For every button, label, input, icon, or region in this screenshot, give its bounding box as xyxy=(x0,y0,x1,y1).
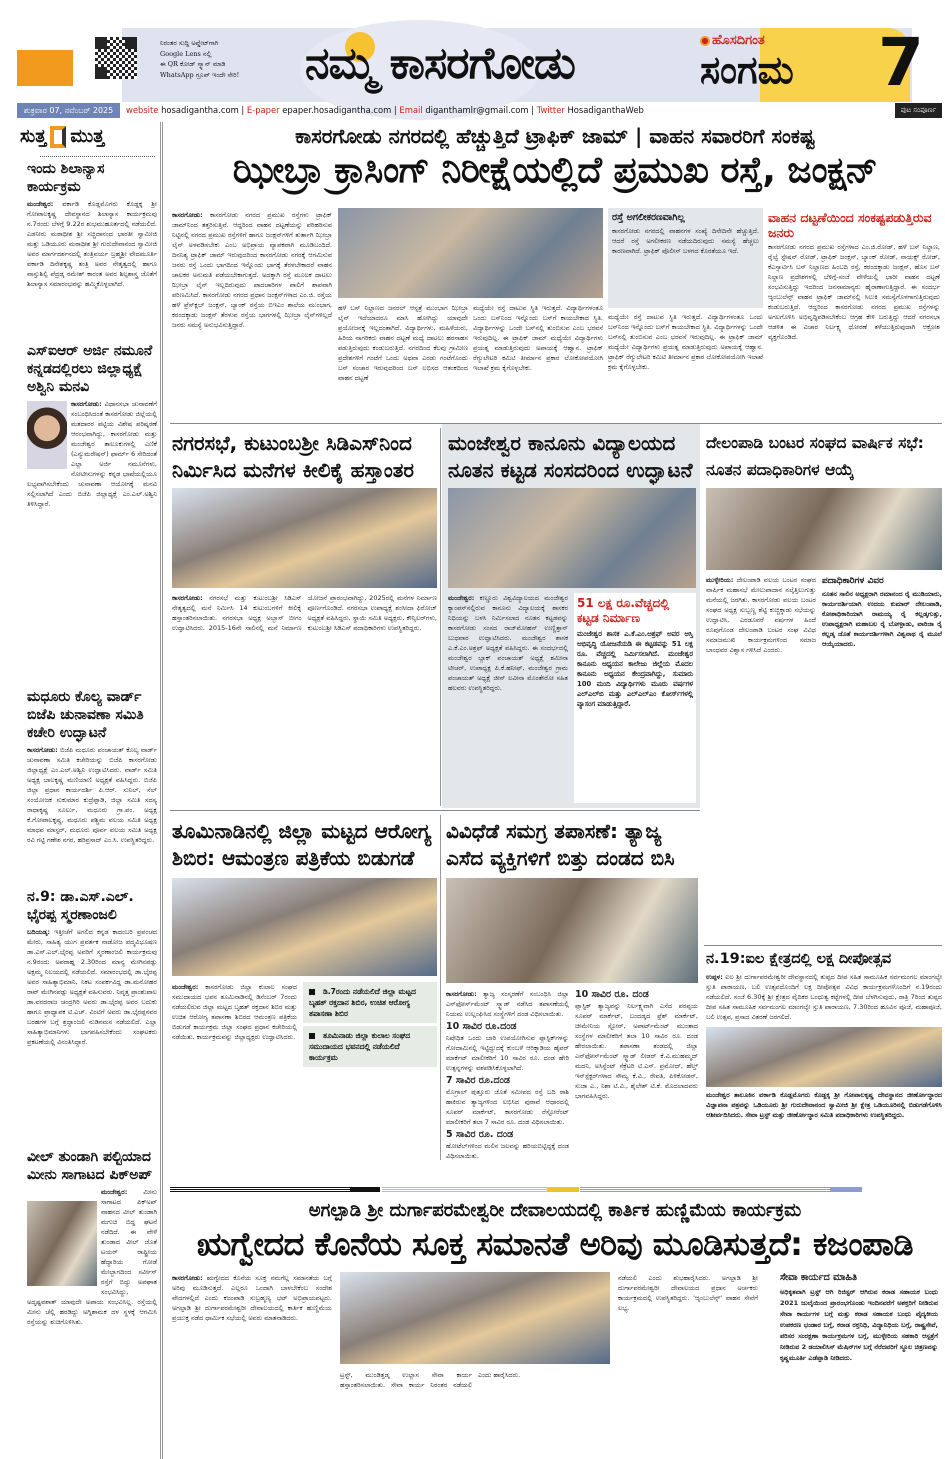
article-body: ಬಿಜೆಪಿ ಮಧೂರು ಪಂಚಾಯತ್ ಕೊಲ್ಯ ವಾರ್ಡ್ ಚುನಾವಣಾ ಸಮಿತಿ ಕಚೇರಿಯನ್ನು ಬಿಜೆಪಿ ಕಾಸರಗೋಡು ಜಿಲ್ಲಾಧ್ಯಕ್ಷೆ ಎಂ.ಎಲ್.ಅಶ್ವಿನಿ ಉದ್ಘಾಟಿಸಿದರು. ವಾರ್ಡ್ ಸಮಿತಿ ಅಧ್ಯಕ್ಷ ಬಾಲಕೃಷ್ಣ ಮಣಿಯಾಣಿ ಅಧ್ಯಕ್ಷತೆ ವಹಿಸಿದ್ದರು. ಬಿಜೆಪಿ ಜಿಲ್ಲಾ ಪ್ರಧಾನ ಕಾರ್ಯದರ್ಶಿ ಪಿ.ಆರ್. ಸುನಿಲ್, ಸೆಲ್ ಸಂಯೋಜಕ ಸುಕುಮಾರ ಕುದ್ರೆಪ್ಪಾಡಿ, ಜಿಲ್ಲಾ ಸಮಿತಿ ಸದಸ್ಯ ರಾಧಾಕೃಷ್ಣ ಸೂರ್ಲು, ಮಧೂರು ಗ್ರಾ.ಪಂ. ಅಧ್ಯಕ್ಷ ಕೆ.ಗೋಪಾಲಕೃಷ್ಣ, ಮಧೂರು ಪಶ್ಚಿಮ ವಲಯ ಸಮಿತಿ ಅಧ್ಯಕ್ಷ ಮಾಧವ ಮಾಸ್ಟರ್, ಮಧೂರು ಪೂರ್ವ ವಲಯ ಸಮಿತಿ ಅಧ್ಯಕ್ಷ ರವಿ ಗಟ್ಟಿ ಗಣೇಶ ನಗರ, ಹರಿಪ್ರಸಾದ್ ಎಂ.ಸಿ. ಉಪಸ್ಥಿತರಿದ್ದರು. xyxy=(27,746,157,844)
section-title-right: ಮುತ್ತ xyxy=(70,126,105,147)
article-photo xyxy=(448,488,696,588)
website-label: website xyxy=(126,105,159,115)
door-icon xyxy=(50,126,66,148)
section-title-left: ಸುತ್ತ xyxy=(20,126,47,147)
website-link[interactable]: hosadigantha.com xyxy=(161,105,239,115)
qr-code-icon[interactable] xyxy=(95,37,137,79)
highlight-item xyxy=(303,982,437,1023)
article-shilanyasa xyxy=(27,160,157,289)
article-dateline: ಕಾಸರಗೋಡು: xyxy=(172,594,203,602)
article-health-camp xyxy=(172,818,437,1172)
qr-caption xyxy=(160,38,260,80)
sidebar-headline: ವಾಹನ ದಟ್ಟಣೆಯಿಂದ ಸಂಕಷ್ಟಪಡುತ್ತಿರುವ ಜನರು xyxy=(768,210,932,240)
bottom-kicker: ಅಗಲ್ಪಾಡಿ ಶ್ರೀ ದುರ್ಗಾಪರಮೇಶ್ವರೀ ದೇವಾಲಯದಲ್ಲಿ ಕಾರ್ತಿಕ ಹುಣ್ಣಿಮೆಯ ಕಾರ್ಯಕ್ರಮ xyxy=(308,1200,802,1221)
bottom-body-left xyxy=(172,1273,332,1459)
article-photo xyxy=(172,488,437,588)
email-label: Email xyxy=(399,105,423,115)
bottom-body-right: ನಡೆಯಲಿ ಎಂದು ಶುಭಹಾರೈಸಿದರು. ಅಗಲ್ಪಾಡಿ ಶ್ರೀ ದುರ್ಗಾಪರಮೇಶ್ವರೀ ದೇವಾಲಯದ ಪ್ರಧಾನ ಅರ್ಚಕರು ಕಾರ್ಯಕ್ರಮದಲ್ಲಿ ಉಪಸ್ಥಿತರಿದ್ದರು. 'ಆ್ಯಂಬುಲೆನ್ಸ್' ವಾಹನ ಸೇವೆಗೆ ಲಭ್ಯ. xyxy=(618,1274,758,1312)
article-body: ನಗರಸಭೆ ಮತ್ತು ಕುಟುಂಬಶ್ರೀ ಸಿಡಿಎಸ್ ನೇತೃತ್ವದಲ್ಲಿ ಮನೆ ನಿರ್ಮಿಸಿ 14 ಕುಟುಂಬಗಳಿಗೆ ಕೀಲಿಕೈ ಹಸ್ತಾಂತರಿಸಲಾಯಿತು. ನಗರಸಭಾ ಅಧ್ಯಕ್ಷ ಅಬ್ಬಾಸ್ ಬೀಗಂ ಉದ್ಘಾಟಿಸಿದರು. 2015-16ನೇ ಸಾಲಿನಲ್ಲಿ ಮನೆ ನಿರ್ಮಾಣ ಯೋಜನೆ ಪ್ರಾರಂಭವಾಗಿದ್ದು, 2025ರಲ್ಲಿ ಮನೆಗಳ ನಿರ್ಮಾಣ ಪೂರ್ಣಗೊಂಡಿದೆ. ನಗರಸಭಾ ಉಪಾಧ್ಯಕ್ಷೆ ಶಂಸೀದಾ ಫಿರೋಜ್ ಅಧ್ಯಕ್ಷತೆ ವಹಿಸಿದ್ದರು. ಸ್ಥಾಯಿ ಸಮಿತಿ ಅಧ್ಯಕ್ಷರು, ಕೌನ್ಸಿಲರ್‌ಗಳು, ಕುಟುಂಬಶ್ರೀ ಸಿಡಿಎಸ್ ಪದಾಧಿಕಾರಿಗಳು ಉಪಸ್ಥಿತರಿದ್ದರು. xyxy=(172,594,437,632)
sidebar-headline: ಸೇವಾ ಕಾರ್ಯದ ಮಾಹಿತಿ xyxy=(780,1272,858,1283)
article-headline: ತೂಮಿನಾಡಿನಲ್ಲಿ ಜಿಲ್ಲಾ ಮಟ್ಟದ ಆರೋಗ್ಯ ಶಿಬಿರ: ಆಮಂತ್ರಣ ಪತ್ರಿಕೆಯ ಬಿಡುಗಡೆ xyxy=(172,819,432,870)
sidebar-body: ಕಾಸರಗೋಡು ನಗರದಲ್ಲಿ ವಾಹನಗಳ ಸಂಖ್ಯೆ ದಿನೇದಿನೇ ಹೆಚ್ಚುತ್ತಿದೆ. ಆದರೆ ರಸ್ತೆ ಅಗಲೀಕರಣ ನಡೆಯದಿರುವುದು ಸಮಸ್ಯೆ ಹೆಚ್ಚಲು ಕಾರಣವಾಗಿದೆ. ಟ್ರಾಫಿಕ್ ಪೊಲೀಸ್ ಬಳಗದ ಕೊರತೆಯೂ ಇದೆ. xyxy=(612,227,759,255)
epaper-link[interactable]: epaper.hosadigantha.com xyxy=(282,105,392,115)
article-photo xyxy=(706,488,942,570)
article-headline: ನಗರಸಭೆ, ಕುಟುಂಬಶ್ರೀ ಸಿಡಿಎಸ್‌ನಿಂದ ನಿರ್ಮಿಸಿದ ಮನೆಗಳ ಕೀಲಿಕೈ ಹಸ್ತಾಂತರ xyxy=(172,431,414,482)
portrait-photo xyxy=(27,401,67,469)
subsection-body: ಮೊಗ್ರಾಲ್ ಪುತ್ತೂರು ಜೊತೆ ಸಮೀಪದ ರಸ್ತೆ ಬದಿ ರಾಶಿ ಹಾಕಿರುವ ತ್ಯಾಜ್ಯಗಳಿಂದ ಲಭಿಸಿದ ಪುರಾವೆ ಆಧಾರದಲ್ಲಿ ಸೂಪರ್ ಮಾರ್ಕೆಟ್, ಕಾಸರಗೋಡು ರೆಸ್ಟೋರೆಂಟ್ ಮಾಲೀಕರಿಗೆ ತಲಾ 7 ಸಾವಿರ ರೂ. ದಂಡ ವಿಧಿಸಲಾಯಿತು. xyxy=(446,1088,569,1126)
article-aila-deepotsava xyxy=(706,950,942,1120)
office-bearers-sidebar xyxy=(822,575,942,935)
brand-name: ಹೊಸದಿಗಂತ xyxy=(712,33,765,48)
article-headline: ಮಧೂರು ಕೊಲ್ಯ ವಾರ್ಡ್ ಬಿಜೆಪಿ ಚುನಾವಣಾ ಸಮಿತಿ ಕಚೇರಿ ಉದ್ಘಾಟನೆ xyxy=(27,689,144,741)
article-headline: ನ.19:ಐಲ ಕ್ಷೇತ್ರದಲ್ಲಿ ಲಕ್ಷ ದೀಪೋತ್ಸವ xyxy=(706,951,892,967)
article-law-college xyxy=(448,430,696,803)
sidebar-body: ಕಾಸರಗೋಡು ನಗರದ ಪ್ರಮುಖ ರಸ್ತೆಗಳಾದ ಎಂ.ಜಿ.ರೋಡ್, ಹಳೆ ಬಸ್ ನಿಲ್ದಾಣ, ರೈಲ್ವೆ ಸ್ಟೇಷನ್ ರೋಡ್, ಟ್ರಾಫಿಕ್ ಜಂಕ್ಷನ್, ಬ್ಯಾಂಕ್ ರೋಡ್, ನಾಯಕ್ಸ್ ರೋಡ್, ಕೆಎಸ್ಸಾರ್ಟಿಸಿ ಬಸ್ ನಿಲ್ದಾಣದ ಹಿಂಬದಿ ರಸ್ತೆ, ಕರಂದಕ್ಕಾಡು ಜಂಕ್ಷನ್, ಹೊಸ ಬಸ್ ನಿಲ್ದಾಣ ಪ್ರದೇಶಗಳಲ್ಲಿ ಬೆಳಿಗ್ಗೆ-ಸಂಜೆ ವೇಳೆಯಲ್ಲಿ ಭಾರೀ ವಾಹನ ದಟ್ಟಣೆ ಸಂಭವಿಸುತ್ತಿದ್ದು ಇದರಿಂದ ಜನಸಾಮಾನ್ಯರು ಹೈರಾಣಾಗುತ್ತಿದ್ದಾರೆ. ಈ ಸಂದರ್ಭ ಆ್ಯಂಬುಲೆನ್ಸ್ ವಾಹನ ಟ್ರಾಫಿಕ್ ಜಾಮ್‌ನಲ್ಲಿ ಸಿಲುಕಿ ಸಮಸ್ಯೆಗೊಳಗಾಗುತ್ತಿರುವುದು ಕಂಡುಬರುತ್ತಿದೆ. ಆದ್ದರಿಂದ ಕಾಸರಗೋಡು ನಗರದ ಪ್ರಮುಖ ರಸ್ತೆಗಳನ್ನು ಅಗಲಗೊಳಿಸಿ ಅಭಿವೃದ್ಧಿಪಡಿಸಬೇಕೆಂಬ ಆಗ್ರಹ ಕೇಳಿ ಬರುತ್ತಿದ್ದು ಆದರೆ ನಗರಸಭಾ ಆಡಳಿತ ಈ ವಿಚಾರ ನಿರ್ಲಕ್ಷ್ಯ ಧೋರಣೆ ತಳೆಯುತ್ತಿರುವುದಾಗಿ ಆಕ್ರೋಶ ವ್ಯಕ್ತಗೊಂಡಿದೆ. xyxy=(768,243,940,341)
twitter-label: Twitter xyxy=(536,105,565,115)
divider-stripe xyxy=(350,1187,380,1192)
divider xyxy=(170,810,700,811)
sidebar-body: ಅಧಿಕೃತವಾಗಿ ಟ್ರಸ್ಟ್ ಆಗಿ ರಿಜಿಸ್ಟರ್ ಆಗಿರುವ ಕರಾಡ ಸಹಾಯಕ ಬಂಧು 2021 ಜುಲೈಯಿಂದ ಪ್ರಾರಂಭಗೊಂಡು ಇಂದಿನವರೆಗೆ ಅಶಕ್ತರಿಗೆ ನೀಡಿರುವ ಸೇವಾ ಕಾರ್ಯಗಳ ಬಗ್ಗೆ ಮತ್ತು ಕರಾಡ ಸಹಾಯಕ ಬಂಧು ವೈದ್ಯಕೀಯ ಉಪಕರಣ ಭಂಡಾರ ಬಗ್ಗೆ, ಕರಾಡ ರಕ್ತನಿಧಿ, ವಿದ್ಯಾನಿಧಿಯ ಬಗ್ಗೆ, ರಾಷ್ಟ್ರಸೇವೆ, ಪರಿಸರ ಸಂರಕ್ಷಣಾ ಕಾರ್ಯಕ್ರಮಗಳ ಬಗ್ಗೆ, ಮುಳ್ಳೇರಿಯ ಸಹಕಾರಿ ಆಸ್ಪತ್ರೆಗೆ ನೀಡಿರುವ 2 ಡಯಾಲಿಸಿಸ್ ಮೆಷಿನ್‌ಗಳ ಬಗ್ಗೆ ನೆರೆದವರಿಗೆ ಸ್ಥೂಲ ಚಿತ್ರಣವನ್ನು ಕೃಷ್ಣಮೂರ್ತಿ ಎಡೆಪ್ಪಾಡಿ ನೀಡಿದರು. xyxy=(780,1288,938,1362)
divider-stripe xyxy=(580,1187,830,1192)
highlight-item xyxy=(303,1026,437,1067)
article-pickup-accident xyxy=(27,1148,157,1327)
article-body: ಕಾಸರಗೋಡು ಜಿಲ್ಲಾ ಕುಲಾಲ ಸಂಘದ ಸಮುದಾಯದ ಭವನ ತೂಮಿನಾಡಿನಲ್ಲಿ ಡಿಸೆಂಬರ್ 7ರಂದು ನಡೆಯಲಿರುವ ಜಿಲ್ಲಾ ಮಟ್ಟದ ಬೃಹತ್ ರಕ್ತದಾನ ಶಿಬಿರ ಮತ್ತು ಉಚಿತ ಆರೋಗ್ಯ ತಪಾಸಣಾ ಶಿಬಿರದ ಆಮಂತ್ರಣ ಪತ್ರಿಕೆಯ ಬಿಡುಗಡೆ ಕಾರ್ಯಕ್ರಮ ಜಿಲ್ಲಾ ಸಂಘದ ಪ್ರಧಾನ ಕಚೇರಿಯಲ್ಲಿ ನಡೆಯಿತು. ಕಾರ್ಯಕ್ರಮವನ್ನು ಜಿಲ್ಲಾಧ್ಯಕ್ಷರು ಉದ್ಘಾಟಿಸಿದರು. xyxy=(172,983,297,1041)
highlight-text: ತೂಮಿನಾಡು ಜಿಲ್ಲಾ ಕುಲಾಲ ಸಂಘದ ಸಮುದಾಯದ ಭವನದಲ್ಲಿ ನಡೆಯಲಿದೆ ಕಾರ್ಯಕ್ರಮ xyxy=(309,1031,411,1062)
sidebar-body: ನೂತನ ಸಾಲಿನ ಅಧ್ಯಕ್ಷರಾಗಿ ರಮಾನಂದ ರೈ ಮುಡಿಯಾರು, ಕಾರ್ಯದರ್ಶಿಯಾಗಿ ಉದಯ ಕುಮಾರ್ ದೇಲಂಪಾಡಿ, ಕೋಶಾಧಿಕಾರಿಯಾಗಿ ರಾಮಯ್ಯ ರೈ ಕಲ್ಲಡ್ಕಗುತ್ತು, ಉಪಾಧ್ಯಕ್ಷರಾಗಿ ಮಹಾಬಲ ರೈ ಬೋಳ್ಪಾಡು, ವಾರಿಜಾ ರೈ ಕಲ್ಲಡ್ಕ ಜೊತೆ ಕಾರ್ಯದರ್ಶಿಗಳಾಗಿ ವಿಶ್ವನಾಥ ರೈ ಮೂಲೆ ಆಯ್ಕೆಯಾದರು. xyxy=(822,590,942,648)
article-body: ದೇಲಂಪಾಡಿ ವಲಯ ಬಂಟರ ಸಂಘದ ವಾರ್ಷಿಕ ಮಹಾಸಭೆ ಮೇಲುಪಾದಾನ ನಲ್ಕೆತ್ತಿಲುಗುತ್ತು ಮನೆಯಲ್ಲಿ ಜರಗಿತು. ಕಾಸರಗೋಡು ವಲಯ ಬಂಟರ ಸಂಘದ ಅಧ್ಯಕ್ಷ ಸುಬ್ಬಣ್ಣ ಶೆಟ್ಟಿ ಕುಚ್ಚಿಕ್ಕಾಡು ಸಭೆಯನ್ನು ಉದ್ಘಾಟಿಸಿ, ಎರಡೂವರೆ ವರ್ಷಗಳ ಹಿಂದೆ ರೂಪುಗೊಂಡ ದೇಲಂಪಾಡಿ ಬಂಟರ ಸಂಘ ವಿವಿಧ ಸಮಾಜಮುಖಿ ಕಾರ್ಯಕ್ರಮಗಳಿಂದ ಸಮಾಜ ಬಾಂಧವರ ವಿಶ್ವಾಸ ಗಳಿಸಿದೆ ಎಂದರು. xyxy=(706,576,816,654)
sidebar-congestion xyxy=(768,210,940,342)
article-bhyrappa xyxy=(27,888,157,1047)
twitter-link[interactable]: HosadiganthaWeb xyxy=(567,105,644,115)
brand-logo-small xyxy=(700,33,765,48)
lead-headline: ಝೀಬ್ರಾ ಕ್ರಾಸಿಂಗ್ ನಿರೀಕ್ಷೆಯಲ್ಲಿದೆ ಪ್ರಮುಖ ರಸ್ತೆ, ಜಂಕ್ಷನ್ xyxy=(232,150,878,191)
qr-caption-line: ನಿರಂತರ ಸುದ್ದಿ ಅಪ್ಡೇಟ್‌ಗಾಗಿ xyxy=(160,39,219,47)
lead-body-col4: ಮಧ್ಯೆಯೇ ರಸ್ತೆ ದಾಟುವ ಸ್ಥಿತಿ ಇರುತ್ತದೆ. ವಿದ್ಯಾರ್ಥಿಗಳಂತೂ ಒಂದು ಬಸ್‌ನಿಂದ ಇನ್ನೊಂದು ಬಸ್‌ಗೆ ಕಾಯಬೇಕಾದ ಸ್ಥಿತಿ. ವಿದ್ಯಾರ್ಥಿಗಳನ್ನು ಒಂದೇ ಬಸ್‌ನಲ್ಲಿ ತುಂಬಿಸುವ ಎಂಬ ಭರವಸೆ ಇರುವುದಿಲ್ಲ. ಈ ಟ್ರಾಫಿಕ್ ಜಾಮ್ ಮಧ್ಯೆಯೇ ವಿದ್ಯಾರ್ಥಿಗಳು ಪ್ರಯತ್ನ ಮಾಡುತ್ತಿರುವುದು ಅಪಾಯಕ್ಕೆ ಆಹ್ವಾನ. ಟ್ರಾಫಿಕ್ ರೆಗ್ಯುಲೇಟರಿ ಕಮಿಟಿ ತೀರ್ಮಾನ ಪ್ರಕಾರ ಲೋಕೋಪಯೋಗಿ ಇಲಾಖೆ ಕ್ರಮ ಕೈಗೊಳ್ಳಬೇಕು. xyxy=(608,313,763,371)
column-rule xyxy=(440,428,441,806)
lead-body-col2: ಹಳೆ ಬಸ್ ನಿಲ್ದಾಣದ ಜನರಲ್ ಆಸ್ಪತ್ರೆ ಮುಂಭಾಗ ಝೀಬ್ರಾ ಲೈನ್ ಇದೆಯಾದರೂ ಮಾಸಿ ಹೋಗಿದ್ದು ಯಾವುದೇ ಪ್ರಯೋಜನಕ್ಕೆ ಇಲ್ಲದಂತಾಗಿದೆ. ವಿದ್ಯಾರ್ಥಿಗಳು, ಮಹಿಳೆಯರು, ಹಿರಿಯ ನಾಗರಿಕರು ವಾಹನ ದಟ್ಟಣೆ ಮಧ್ಯೆ ದಾಟಲು ಹರಸಾಹಸ ಪಡುತ್ತಿರುವುದು ಕಂಡುಬರುತ್ತಿದೆ. ನಗರದಿಂದ ಕೆಲವು ಗ್ರಾಮೀಣ ಪ್ರದೇಶಗಳಿಗೆ ಗಂಟೆಗೆ ಒಂದು ಅಥವಾ ಎರಡು ಗಂಟೆಗೊಂದು ಬಸ್ ಸಂಚಾರ ಇರುವುದರಿಂದ ಬಸ್ ಲಭಿಸದ ಆತಂಕದಿಂದ ವಾಹನ ದಟ್ಟಣೆ xyxy=(338,304,468,382)
accident-photo xyxy=(27,1201,97,1286)
bottom-headline: ಋಗ್ವೇದದ ಕೊನೆಯ ಸೂಕ್ತ ಸಮಾನತೆ ಅರಿವು ಮೂಡಿಸುತ್ತದೆ: ಕಜಂಪಾಡಿ xyxy=(196,1225,914,1263)
masthead xyxy=(0,0,945,120)
sidebar-seva-info xyxy=(780,1272,938,1364)
page-title: ನಮ್ಮ ಕಾಸರಗೋಡು xyxy=(305,38,575,89)
article-dateline: ಉಪ್ಪಳ: xyxy=(706,973,723,981)
qr-caption-line: WhatsApp ಗ್ರೂಪ್ ಇಂದೇ ಸೇರಿ! xyxy=(160,70,240,79)
divider-stripe xyxy=(382,1187,547,1192)
article-house-keys xyxy=(172,430,437,801)
article-dateline: ಕಾಸರಗೋಡು: xyxy=(446,990,477,998)
article-dateline: ಕಾಸರಗೋಡು: xyxy=(71,400,102,408)
article-dateline: ಮಂಜೇಶ್ವರ: xyxy=(101,1188,128,1196)
divider-stripe xyxy=(170,1187,350,1192)
subsection-heading: 5 ಸಾವಿರ ರೂ. ದಂಡ xyxy=(446,1129,514,1140)
article-madhur-bjp xyxy=(27,688,157,845)
article-dateline: ಮಂಜೇಶ್ವರ: xyxy=(172,983,199,991)
article-headline: ವಿವಿಧೆಡೆ ಸಮಗ್ರ ತಪಾಸಣೆ: ತ್ಯಾಜ್ಯ ಎಸೆದ ವ್ಯಕ್ತಿಗಳಿಗೆ ಬಿತ್ತು ದಂಡದ ಬಿಸಿ xyxy=(446,819,675,870)
article-headline: ನ.9: ಡಾ.ಎಸ್.ಎಲ್. ಭೈರಪ್ಪ ಸ್ಮರಣಾಂಜಲಿ xyxy=(27,889,134,923)
subsection-heading: 10 ಸಾವಿರ ರೂ. ದಂಡ xyxy=(575,989,649,1000)
article-body: ಮೀನು ಸಾಗಾಟದ ಪಿಕ್‌ಅಪ್ ವಾಹನದ ವೀಲ್ ತುಂಡಾಗಿ ಮಗುಚಿ ಬಿದ್ದ ಘಟನೆ ನಡೆದಿದೆ. ಈ ವೇಳೆ ತುಂಡಾದ ವೀಲ್ ಜೊತೆ ಟಯರ್ ರಾಷ್ಟ್ರೀಯ ಹೆದ್ದಾರಿಯ ಗೋಡೆ ಮೇಲ್ಭಾಗದಿಂದ ಸರ್ವೀಸ್ ರಸ್ತೆಗೆ ಬಿದ್ದು ಅಪಘಾತ ಸಂಭವಿಸಿದ್ದು, ಅದೃಷ್ಟವಶಾತ್ ಯಾವುದೇ ಅಪಾಯ ಸಂಭವಿಸಿಲ್ಲ. ರಸ್ತೆಯಲ್ಲಿ ಮೀನು ಚೆಲ್ಲಿ ಹರಡಿದ್ದು ಅಗ್ನಿಶಾಮಕ ದಳ ಸ್ಥಳಕ್ಕೆ ಆಗಮಿಸಿ ರಸ್ತೆಯನ್ನು ಶುಚಿಗೊಳಿಸಿತು. xyxy=(27,1188,157,1326)
divider xyxy=(40,156,155,157)
column-rule xyxy=(160,122,163,1459)
lead-body-col3: ಮಧ್ಯೆಯೇ ರಸ್ತೆ ದಾಟುವ ಸ್ಥಿತಿ ಇರುತ್ತದೆ. ವಿದ್ಯಾರ್ಥಿಗಳಂತೂ ಒಂದು ಬಸ್‌ನಿಂದ ಇನ್ನೊಂದು ಬಸ್‌ಗೆ ಕಾಯಬೇಕಾದ ಸ್ಥಿತಿ. ವಿದ್ಯಾರ್ಥಿಗಳನ್ನು ಒಂದೇ ಬಸ್‌ನಲ್ಲಿ ತುಂಬಿಸುವ ಎಂಬ ಭರವಸೆ ಇರುವುದಿಲ್ಲ. ಈ ಟ್ರಾಫಿಕ್ ಜಾಮ್ ಮಧ್ಯೆಯೇ ವಿದ್ಯಾರ್ಥಿಗಳು ಪ್ರಯತ್ನ ಮಾಡುತ್ತಿರುವುದು ಅಪಾಯಕ್ಕೆ ಆಹ್ವಾನ. ಟ್ರಾಫಿಕ್ ರೆಗ್ಯುಲೇಟರಿ ಕಮಿಟಿ ತೀರ್ಮಾನ ಪ್ರಕಾರ ಲೋಕೋಪಯೋಗಿ ಇಲಾಖೆ ಕ್ರಮ ಕೈಗೊಳ್ಳಬೇಕು. xyxy=(473,304,603,372)
lead-kicker: ಕಾಸರಗೋಡು ನಗರದಲ್ಲಿ ಹೆಚ್ಚುತ್ತಿದೆ ಟ್ರಾಫಿಕ್ ಜಾಮ್ | ವಾಹನ ಸವಾರರಿಗೆ ಸಂಕಷ್ಟ xyxy=(295,124,815,148)
issue-date: ಶುಕ್ರವಾರ 07, ನವೆಂಬರ್ 2025 xyxy=(17,103,120,118)
article-photo xyxy=(706,1027,942,1087)
section-name: ಸಂಗಮ xyxy=(700,48,794,92)
divider xyxy=(704,945,942,946)
info-box-body: ಮಂಜೇಶ್ವರ ಶಾಸಕ ಎ.ಕೆ.ಎಂ.ಅಶ್ರಫ್ ಅವರ ಆಸ್ತಿ ಅಭಿವೃದ್ಧಿ ಯೋಜನೆಯಡಿ ಈ ಕಟ್ಟಡವನ್ನು 51 ಲಕ್ಷ ರೂ. ವೆಚ್ಚದಲ್ಲಿ ನಿರ್ಮಿಸಲಾಗಿದೆ. ಮಂಜೇಶ್ವರ ಕಾನೂನು ಅಧ್ಯಯನ ಕಾಲೇಜು ಜಿಲ್ಲೆಯ ಮೊದಲ ಕಾನೂನು ಅಧ್ಯಯನ ಕೇಂದ್ರವಾಗಿದ್ದು, ಸುಮಾರು 100 ಮಂದಿ ವಿದ್ಯಾರ್ಥಿಗಳು ಮೂರು ವರ್ಷಗಳ ಎಲ್‌ಎಲ್‌ಬಿ ಮತ್ತು ಎಲ್‌ಎಲ್‌ಎಂ ಕೋರ್ಸ್‌ಗಳಲ್ಲಿ ವ್ಯಾಸಂಗ ಮಾಡುತ್ತಿದ್ದಾರೆ. xyxy=(577,630,693,708)
article-headline: ವೀಲ್ ತುಂಡಾಗಿ ಪಲ್ಟಿಯಾದ ಮೀನು ಸಾಗಾಟದ ಪಿಕ್‌ಅಪ್ xyxy=(27,1149,153,1183)
article-photo xyxy=(172,878,437,976)
article-body: ಕಣ್ಣೂರು ವಿಶ್ವವಿದ್ಯಾಲಯದ ಮಂಜೇಶ್ವರ ಕ್ಯಾಂಪಸ್‌ನಲ್ಲಿರುವ ಕಾನೂನು ವಿದ್ಯಾಲಯಕ್ಕೆ ಶಾಸಕರ ನಿಧಿಯನ್ನು ಬಳಸಿ ನಿರ್ಮಿಸಲಾದ ನೂತನ ಕಟ್ಟಡವನ್ನು ಕಾಸರಗೋಡು ಸಂಸದ ರಾಜ್‌ಮೋಹನ್ ಉಣ್ಣಿತ್ತಾನ್ ಬುಧವಾರ ಉದ್ಘಾಟಿಸಿದರು. ಮಂಜೇಶ್ವರ ಶಾಸಕ ಎ.ಕೆ.ಎಂ.ಅಶ್ರಫ್ ಅಧ್ಯಕ್ಷತೆ ವಹಿಸಿದ್ದರು. ಈ ಸಂದರ್ಭದಲ್ಲಿ ಮಂಜೇಶ್ವರ ಬ್ಲಾಕ್ ಪಂಚಾಯತ್ ಅಧ್ಯಕ್ಷೆ ಶಮೀನಾ ಟೀಚರ್, ಉಪಾಧ್ಯಕ್ಷ ಪಿ.ಕೆ.ಹನೀಫ್, ಮಂಜೇಶ್ವರ ಗ್ರಾಮ ಪಂಚಾಯತ್ ಅಧ್ಯಕ್ಷೆ ಜೀನ್ ಲವೀನಾ ಮೊಂತೇರೋ ಸಹಿತ ಹಲವರು ಉಪಸ್ಥಿತರಿದ್ದರು. xyxy=(448,594,568,692)
traffic-photo xyxy=(338,208,603,298)
article-photo xyxy=(446,878,698,983)
article-waste-fine xyxy=(446,818,698,1167)
article-body: ಋಗ್ವೇದದ ಕೊನೆಯ ಸೂಕ್ತ ನಮಗೆಲ್ಲ ಸಮಾನತೆಯ ಬಗ್ಗೆ ಅರಿವು ಮೂಡಿಸುತ್ತದೆ. ಎಲ್ಲರೂ ಒಂದಾಗಿ ಬಾಳಬೇಕೆಂಬ ಸಂದೇಶ ವೇದಗಳಲ್ಲಿದೆ ಎಂದು ಕಜಂಪಾಡಿ ಸುಬ್ರಹ್ಮಣ್ಯ ಭಟ್ ಅಭಿಪ್ರಾಯಪಟ್ಟರು. ಅಗಲ್ಪಾಡಿ ಶ್ರೀ ದುರ್ಗಾಪರಮೇಶ್ವರೀ ದೇವಾಲಯದಲ್ಲಿ ಕಾರ್ತಿಕ ಹುಣ್ಣಿಮೆಯ ಪ್ರಯುಕ್ತ ನಡೆದ ಧಾರ್ಮಿಕ ಸಭೆಯಲ್ಲಿ ಅವರು ಮಾತನಾಡಿದರು. xyxy=(172,1274,332,1322)
column-rule xyxy=(440,815,441,1160)
sidebar-headline: ಪದಾಧಿಕಾರಿಗಳ ವಿವರ xyxy=(822,576,884,586)
article-headline: ಇಂದು ಶಿಲಾನ್ಯಾಸ ಕಾರ್ಯಕ್ರಮ xyxy=(27,161,105,195)
subsection-body: ಹೋಟೆಲ್‌ಗಳಿಂದ ಮಲಿನ ಜಲವನ್ನು ಹರಿಯಬಿಟ್ಟಿದ್ದಕ್ಕೆ ದಂಡ ವಿಧಿಸಲಾಯಿತು. xyxy=(446,1142,569,1160)
contact-links: website hosadigantha.com | E-paper epaper.hosadigantha.com | Email diganthamlr@gmail.com | Twitter HosadiganthaWeb xyxy=(126,105,644,115)
article-dateline: ಬದಿಯಡ್ಕ: xyxy=(27,928,50,936)
qr-caption-line: ಈ QR ಕೋಡ್ ಸ್ಕ್ಯಾನ್ ಮಾಡಿ xyxy=(160,60,226,68)
page-number: 7 xyxy=(878,24,924,101)
brand-logo-icon xyxy=(700,36,710,46)
article-dateline: ಕಾಸರಗೋಡು: xyxy=(172,1274,203,1282)
article-dateline: ಕಾಸರಗೋಡು: xyxy=(172,211,203,219)
article-body: ಇತ್ತೀಚೆಗೆ ಅಗಲಿದ ಕನ್ನಡ ಕಾದಂಬರಿ ಪ್ರಪಂಚದ ಮೇರು, ಸಾಹಿತ್ಯ ಯುಗ ಪ್ರವರ್ತಕ ನಾಡೋಜ ಪದ್ಮವಿಭೂಷಣ ಡಾ.ಎಸ್.ಎಲ್.ಭೈರಪ್ಪ ಅವರಿಗೆ ಸ್ಮರಣಾಂಜಲಿ ಕಾರ್ಯಕ್ರಮವು ನ.9ರಂದು ಅಪರಾಹ್ನ 2.30ರಿಂದ ಮಾನ್ಯ ಮೇಗಿನಪಡ್ಪು ಅಕ್ಷಮ್ಮ ನಿಲಯದಲ್ಲಿ ನಡೆಯಲಿದೆ. ಸಮಾರಂಭದಲ್ಲಿ ಡಾ.ಭೈರಪ್ಪ ಅವರ ಸಾಹಿತ್ಯಾಭಿಮಾನಿ, ನಿಕಟ ಸಂಪರ್ಕವಿದ್ದ ಡಾ.ಮನೋಹರ ರಾವ್ ಮೇಗಿನಪಡ್ಪು ಅಧ್ಯಕ್ಷತೆ ವಹಿಸುವರು. ನಿವೃತ್ತ ಪ್ರಾಂಶುಪಾಲ ಡಾ.ವರದರಾಜ ಚಂದ್ರಗಿರಿ ಅವರು ಡಾ.ಭೈರಪ್ಪ ಅವರ ಬದುಕು ಹಾಗೂ ಪ್ರಾಧ್ಯಾಪಕ ಟಿ.ಎಚ್. ವಿಂಟಿಗೆ ಅವರು ಡಾ.ಭೈರಪ್ಪನವರ ಬರಹಗಳ ಬಗ್ಗೆ ಶ್ರದ್ಧಾಂಜಲಿ ನುಡಿನಮನ ನಡೆಯಲಿದೆ. ಎಲ್ಲಾ ಸಾಹಿತ್ಯಾಭಿಮಾನಿಗಳು ಭಾಗವಹಿಸಬೇಕೆಂದು ಸಂಘಟಕರು ಪ್ರಕಟಣೆಯಲ್ಲಿ ವಿನಂತಿಸಿದ್ದಾರೆ. xyxy=(27,928,157,1046)
info-box-cost xyxy=(574,593,696,803)
bullet-icon xyxy=(309,1033,315,1039)
article-sir-form xyxy=(27,342,157,509)
qr-caption-line: Google Lens ನಲ್ಲಿ xyxy=(160,49,212,58)
bottom-body-middle: ಟ್ರಸ್ಟ್, ಮುಂಡಿತ್ತಡ್ಕ ಉಲ್ಲಾಸ ಸೇವಾ ಕಾರ್ಯ ಹಸ್ತಾಂತರಿಸಲಾಯಿತು. ಸೇವಾ ಕಾರ್ಯ ನಿರಂತರ ನಡೆಯಲಿ ಎಂದು ಹಾರೈಸಿದರು. xyxy=(340,1371,521,1389)
sidebar-road-widening xyxy=(608,208,763,308)
article-bunts-sangha xyxy=(706,430,942,935)
photo-caption: ಮಂಜೇಶ್ವರ ತಾಲೂಕಿನ ವರ್ಕಾಡಿ ಕೊಡ್ಲಮೊಗರು ಕೊಡ್ದಕ್ಕ ಶ್ರೀ ಗೋಪಾಲಕೃಷ್ಣ ದೇವಸ್ಥಾನದ ಜೀರ್ಣೋದ್ಧಾರದ ವಿಜ್ಞಾಪನಾ ಪತ್ರವನ್ನು ಒಡಿಯೂರು ಶ್ರೀ ಗುರುದೇವಾನಂದ ಸ್ವಾಮೀಜಿ ಶ್ರೀ ಕ್ಷೇತ್ರ ಒಡಿಯೂರಿನಲ್ಲಿ ಬಿಡುಗಡೆಗೊಳಿಸಿ ಆಶೀರ್ವದಿಸಿದರು. ಸೇವಾ ಟ್ರಸ್ಟ್ ಮತ್ತು ಜೀರ್ಣೋದ್ಧಾರ ಸಮಿತಿ ಪದಾಧಿಕಾರಿಗಳು ಉಪಸ್ಥಿತರಿದ್ದರು. xyxy=(706,1091,942,1119)
subsection-heading: 7 ಸಾವಿರ ರೂ.ದಂಡ xyxy=(446,1075,510,1086)
lead-body-col1 xyxy=(172,210,332,415)
epaper-label: E-paper xyxy=(246,105,280,115)
page-tag: ಪುಟ ಸಂಪೂರ್ಣ xyxy=(895,103,942,118)
divider-stripe xyxy=(547,1187,579,1192)
article-headline: ದೇಲಂಪಾಡಿ ಬಂಟರ ಸಂಘದ ವಾರ್ಷಿಕ ಸಭೆ: ನೂತನ ಪದಾಧಿಕಾರಿಗಳ ಆಯ್ಕೆ xyxy=(706,434,924,479)
subsection-body: ನಿಷೇಧಿತ ಒಂದು ಬಾರಿ ಉಪಯೋಗಿಸುವ ಪ್ಲಾಸ್ಟಿಕ್‌ಗಳನ್ನು ಗೋದಾಮಿನಲ್ಲಿ ಇಟ್ಟಿದ್ದುದಕ್ಕೆ ಕುಂಬಳೆ ಆರಿಕ್ಕಾಡಿಯ ಹೈಪರ್ ಮಾರ್ಕೆಟ್ ಮಾಲೀಕರಿಗೆ 10 ಸಾವಿರ ರೂ. ದಂಡ ಹೇರಿ ಉತ್ಪನ್ನಗಳನ್ನು ವಶಪಡಿಸಿಕೊಳ್ಳಲಾಗಿದೆ. xyxy=(446,1034,569,1072)
subsection-body: ಪ್ಲಾಸ್ಟಿಕ್ ತ್ಯಾಜ್ಯವನ್ನು ನಿರ್ಲಕ್ಷ್ಯವಾಗಿ ಎಸೆದ ಪರಪ್ಪಯ ಸೂಪರ್ ಮಾರ್ಕೆಟ್, ಬಂದಡ್ಕದ ಫ್ರೆಶ್ ಮಾರ್ಕೆಟ್, ಚೀಮೇನಿಯ ಸ್ಟೋರ್, ಅಪಾರ್ಟ್‌ಮೆಂಟ್ ಮುಂತಾದ ಸಂಸ್ಥೆಗಳ ಮಾಲೀಕರಿಗೆ ತಲಾ 10 ಸಾವಿರ ರೂ. ದಂಡ ಹೇರಲಾಯಿತು. ತಪಾಸಣಾ ತಂಡದಲ್ಲಿ ಜಿಲ್ಲಾ ಎನ್‌ಫೋರ್ಸ್‌ಮೆಂಟ್ ಸ್ಕ್ವಾಡ್ ಲೀಡರ್ ಕೆ.ವಿ.ಮುಹಮ್ಮದ್ ಮದನಿ, ಅಸಿಸ್ಟೆಂಟ್ ಸೆಕ್ರೆಟರಿ ಟಿ.ಎಸ್. ಪ್ರಮೋದ್, ಹೆಲ್ತ್ ಇನ್‌ಸ್ಪೆಕ್ಟರ್‌ಗಳಾದ ಸೌಮ್ಯ ಕೆ.ವಿ., ರೇವತಿ, ಪಿಳಿಕೋಡನ್, ಸುಜಾ ಎ., ನಿಶಾ ಟಿ.ವಿ., ಶೈಲೇಶ್ ಟಿ.ಕೆ. ಮೊದಲಾದವರು ಭಾಗವಹಿಸಿದ್ದರು. xyxy=(575,1002,698,1100)
article-dateline: ಮಂಜೇಶ್ವರ: xyxy=(27,200,54,208)
article-body: ತ್ಯಾಜ್ಯ ಸಂಸ್ಕರಣೆಗೆ ಸಂಬಂಧಿಸಿ ಜಿಲ್ಲಾ ಎನ್‌ಫೋರ್ಸ್‌ಮೆಂಟ್ ಸ್ಕ್ವಾಡ್ ನಡೆಸಿದ ತಪಾಸಣೆಯಲ್ಲಿ ನಿಯಮ ಉಲ್ಲಂಘಿಸಿದ ಸಂಸ್ಥೆಗಳಿಗೆ ದಂಡ ವಿಧಿಸಲಾಯಿತು. xyxy=(446,990,569,1018)
section-header-suttamutta xyxy=(20,126,155,148)
info-box-headline: 51 ಲಕ್ಷ ರೂ.ವೆಚ್ಚದಲ್ಲಿ ಕಟ್ಟಡ ನಿರ್ಮಾಣ xyxy=(577,596,670,625)
article-body: ಕಾಸರಗೋಡು ನಗರದ ಪ್ರಮುಖ ರಸ್ತೆಗಳು ಟ್ರಾಫಿಕ್ ಜಾಮ್‌ನಿಂದ ತತ್ತರಿಸುತ್ತಿವೆ. ಆದ್ದರಿಂದ ವಾಹನ ದಟ್ಟಣೆಯನ್ನು ಪರಿಹರಿಸುವ ನಿಟ್ಟಿನಲ್ಲಿ ನಗರದ ಪ್ರಮುಖ ರಸ್ತೆಗಳಿಗೆ ಹಾಗೂ ಜಂಕ್ಷನ್‌ಗಳಿಗೆ ತುರ್ತಾಗಿ ಝೀಬ್ರಾ ಲೈನ್ ಅಳವಡಿಸಬೇಕು ಎಂಬ ಅಭಿಪ್ರಾಯ ವ್ಯಾಪಕವಾಗಿ ಮೂಡಿಬಂದಿದೆ. ದಿನನಿತ್ಯ ಟ್ರಾಫಿಕ್ ಜಾಮ್ ಇರುವುದರಿಂದ ಕಾಸರಗೋಡು ನಗರಕ್ಕೆ ಆಗಮಿಸುವ ಜನರು ರಸ್ತೆ ಒಂದು ಭಾಗದಿಂದ ಇನ್ನೊಂದು ಭಾಗಕ್ಕೆ ತೆರಳಬೇಕಾದರೆ ವಾಹನ ಚಾಲಕರ ಅನುಮತಿ ಪಡೆಯಬೇಕಾಗುತ್ತದೆ. ಅದಕ್ಕಾಗಿ ರಸ್ತೆ ಮೂಲಕ ದಾಟಲು ಝೀಬ್ರಾ ಲೈನ್ ಇಲ್ಲದಿರುವುದು ಪಾದಚಾರಿಗಳ ಪಾಲಿಗೆ ಶಾಪವಾಗಿ ಪರಿಣಮಿಸಿದೆ. ಕಾಸರಗೋಡು ನಗರದ ಪ್ರಧಾನ ಜಂಕ್ಷನ್‌ಗಳಾದ ಎಂ.ಜಿ. ರಸ್ತೆಯ ಹಳೆ ಪ್ರೆಸ್‌ಕ್ಲಬ್ ಜಂಕ್ಷನ್, ಬ್ಯಾಂಕ್ ರಸ್ತೆಯ ಬಿಇಎಂ ಶಾಲೆಯ ಮುಂಭಾಗ, ಕರಂದಕ್ಕಾಡು ಜಂಕ್ಷನ್ ತೆರಳುವ ರಸ್ತೆಯ ಭಾಗಗಳಲ್ಲಿ ಝೀಬ್ರಾ ಲೈನ್‌ಗಳಿಲ್ಲದೆ ಜನರು ಸಮಸ್ಯೆ ಅನುಭವಿಸುತ್ತಿದ್ದಾರೆ. xyxy=(172,211,332,329)
bottom-photo xyxy=(340,1272,610,1364)
sidebar-headline: ರಸ್ತೆ ಅಗಲೀಕರಣವಾಗಿಲ್ಲ xyxy=(612,212,685,223)
subsection-heading: 10 ಸಾವಿರ ರೂ.ದಂಡ xyxy=(446,1021,517,1032)
article-dateline: ಮಂಜೇಶ್ವರ: xyxy=(448,594,475,602)
highlight-text: ಡಿ.7ರಂದು ನಡೆಯಲಿದೆ ಜಿಲ್ಲಾ ಮಟ್ಟದ ಬೃಹತ್ ರಕ್ತದಾನ ಶಿಬಿರ, ಉಚಿತ ಆರೋಗ್ಯ ತಪಾಸಣಾ ಶಿಬಿರ xyxy=(309,987,416,1018)
article-headline: ಎಸ್‌ಐಆರ್ ಅರ್ಜಿ ನಮೂನೆ ಕನ್ನಡದಲ್ಲಿರಲು ಜಿಲ್ಲಾಧ್ಯಕ್ಷೆ ಅಶ್ವಿನಿ ಮನವಿ xyxy=(27,343,153,395)
masthead-orange-block xyxy=(17,50,73,86)
article-body: ವರ್ಕಾಡಿ ಕೊಡ್ಲಮೊಗರು ಕೊಡ್ದಕ್ಕ ಶ್ರೀ ಗೋಪಾಲಕೃಷ್ಣ ದೇವಸ್ಥಾನದ ಶಿಲಾನ್ಯಾಸ ಕಾರ್ಯಕ್ರಮವು ನ.7ರಂದು ಬೆಳಗ್ಗೆ 9.22ರ ಶುಭಮುಹೂರ್ತದಲ್ಲಿ ನಡೆಯಲಿದೆ. ಎಡನೀರು ಮಠಾಧೀಶ ಶ್ರೀ ಸಚ್ಚಿದಾನಂದ ಭಾರತೀ ಸ್ವಾಮೀಜಿ ಮತ್ತು ಒಡಿಯೂರು ಮಠಾಧೀಶ ಶ್ರೀ ಗುರುದೇವಾನಂದ ಸ್ವಾಮೀಜಿ ಅವರ ಮಾರ್ಗದರ್ಶನದಲ್ಲಿ ತಂತ್ರಿವರ್ಯ ಬ್ರಹ್ಮಶ್ರೀ ವೇದಮೂರ್ತಿ ವರ್ಕಾಡಿ ದಿನೇಶಕೃಷ್ಣ ತಂತ್ರಿ ಅವರ ನೇತೃತ್ವದಲ್ಲಿ ಹಾಗೂ ವಾಸ್ತುಶಿಲ್ಪಿ ಪೆದ್ರಡ್ಕ ರಮೇಶ್ ಕಾರಂತ ಅವರ ಶಿಲ್ಪಶಾಸ್ತ್ರ ಜೊತೆಗೆ ಶಿಲಾನ್ಯಾಸ ಸಮಾರಂಭವನ್ನು ಹಮ್ಮಿಕೊಳ್ಳಲಾಗಿದೆ. xyxy=(27,200,157,288)
article-dateline: ಕಾಸರಗೋಡು: xyxy=(27,746,58,754)
article-body: ಐಲ ಶ್ರೀ ದುರ್ಗಾಪರಮೇಶ್ವರೀ ದೇವಸ್ಥಾನದಲ್ಲಿ ತುಪ್ಪದ ದೀಪ ಸಹಿತ ಸಾಮೂಹಿಕ ಸರ್ವಮಂಗಲ ಮಾಂಗಲ್ಯೇ ಸ್ತುತಿ ಪಾರಾಯಣ, ಬಲಿ ಉತ್ಸವದೊಂದಿಗೆ ಲಕ್ಷ ದೀಪೋತ್ಸವ ವಿವಿಧ ಕಾರ್ಯಕ್ರಮಗಳೊಂದಿಗೆ ನ.19ರಂದು ನಡೆಯಲಿದೆ. ಸಂಜೆ 6.30ಕ್ಕೆ ಶ್ರೀ ಕ್ಷೇತ್ರದ ವೈದಿಕರ ಬಂಧುತ್ವ ಕಟ್ಟೆಗಳಲ್ಲಿ ದೀಪ ಬೆಳಗಿಸುವುದು, ರಾತ್ರಿ 7ರಿಂದ ತುಪ್ಪದ ದೀಪ ಸಹಿತ ಸಾಮೂಹಿಕ ಸರ್ವಮಂಗಲ ಮಾಂಗಲ್ಯೇ ಸ್ತುತಿ ಪಾರಾಯಣ, 7.30ರಿಂದ ಹೂವಿನ ಪೂಜೆ, ಮಹಾಪೂಜೆ, ಬಲಿ ಉತ್ಸವ, ಪ್ರಸಾದ ವಿತರಣೆ ಜರಗಲಿದೆ. xyxy=(706,973,942,1021)
article-body: ವಿಧಾನಸಭಾ ಚುನಾವಣೆಗೆ ಸಂಬಂಧಿಸಿದಂತೆ ಕಾಸರಗೋಡು ಜಿಲ್ಲೆಯಲ್ಲಿ ಮತದಾರರ ಪಟ್ಟಿಯ ವಿಶೇಷ ಪರಿಷ್ಕರಣೆ ಆರಂಭವಾಗಿದ್ದು, ಕಾಸರಗೋಡು ಮತ್ತು ಮಂಜೇಶ್ವರ ತಾಲೂಕುಗಳಲ್ಲಿ ಎಣಿಕೆ (ಎನ್ಯುಮರೇಷನ್) ಫಾರ್ಮ್ 6 ಸೇರಿದಂತೆ ಎಲ್ಲಾ ಅರ್ಜಿ ನಮೂನೆಗಳು, ನೋಟೀಸುಗಳನ್ನು ಕನ್ನಡ ಭಾಷೆಯಲ್ಲಿಯೂ ಲಭ್ಯವಾಗಿಸಬೇಕೆಂದು ಚುನಾವಣಾ ಆಯೋಗಕ್ಕೆ ಮನವಿ ಸಲ್ಲಿಸಲಾಗಿದೆ ಎಂದು ಬಿಜೆಪಿ ಜಿಲ್ಲಾಧ್ಯಕ್ಷೆ ಎಂ.ಎಲ್.ಅಶ್ವಿನಿ ತಿಳಿಸಿದ್ದಾರೆ. xyxy=(27,400,157,508)
article-dateline: ಮುಳ್ಳೇರಿಯ: xyxy=(706,576,734,584)
article-headline: ಮಂಜೇಶ್ವರ ಕಾನೂನು ವಿದ್ಯಾಲಯದ ನೂತನ ಕಟ್ಟಡ ಸಂಸದರಿಂದ ಉದ್ಘಾಟನೆ xyxy=(448,431,693,482)
email-link[interactable]: diganthamlr@gmail.com xyxy=(425,105,529,115)
divider-stripe xyxy=(830,1187,862,1192)
bullet-icon xyxy=(309,989,315,995)
